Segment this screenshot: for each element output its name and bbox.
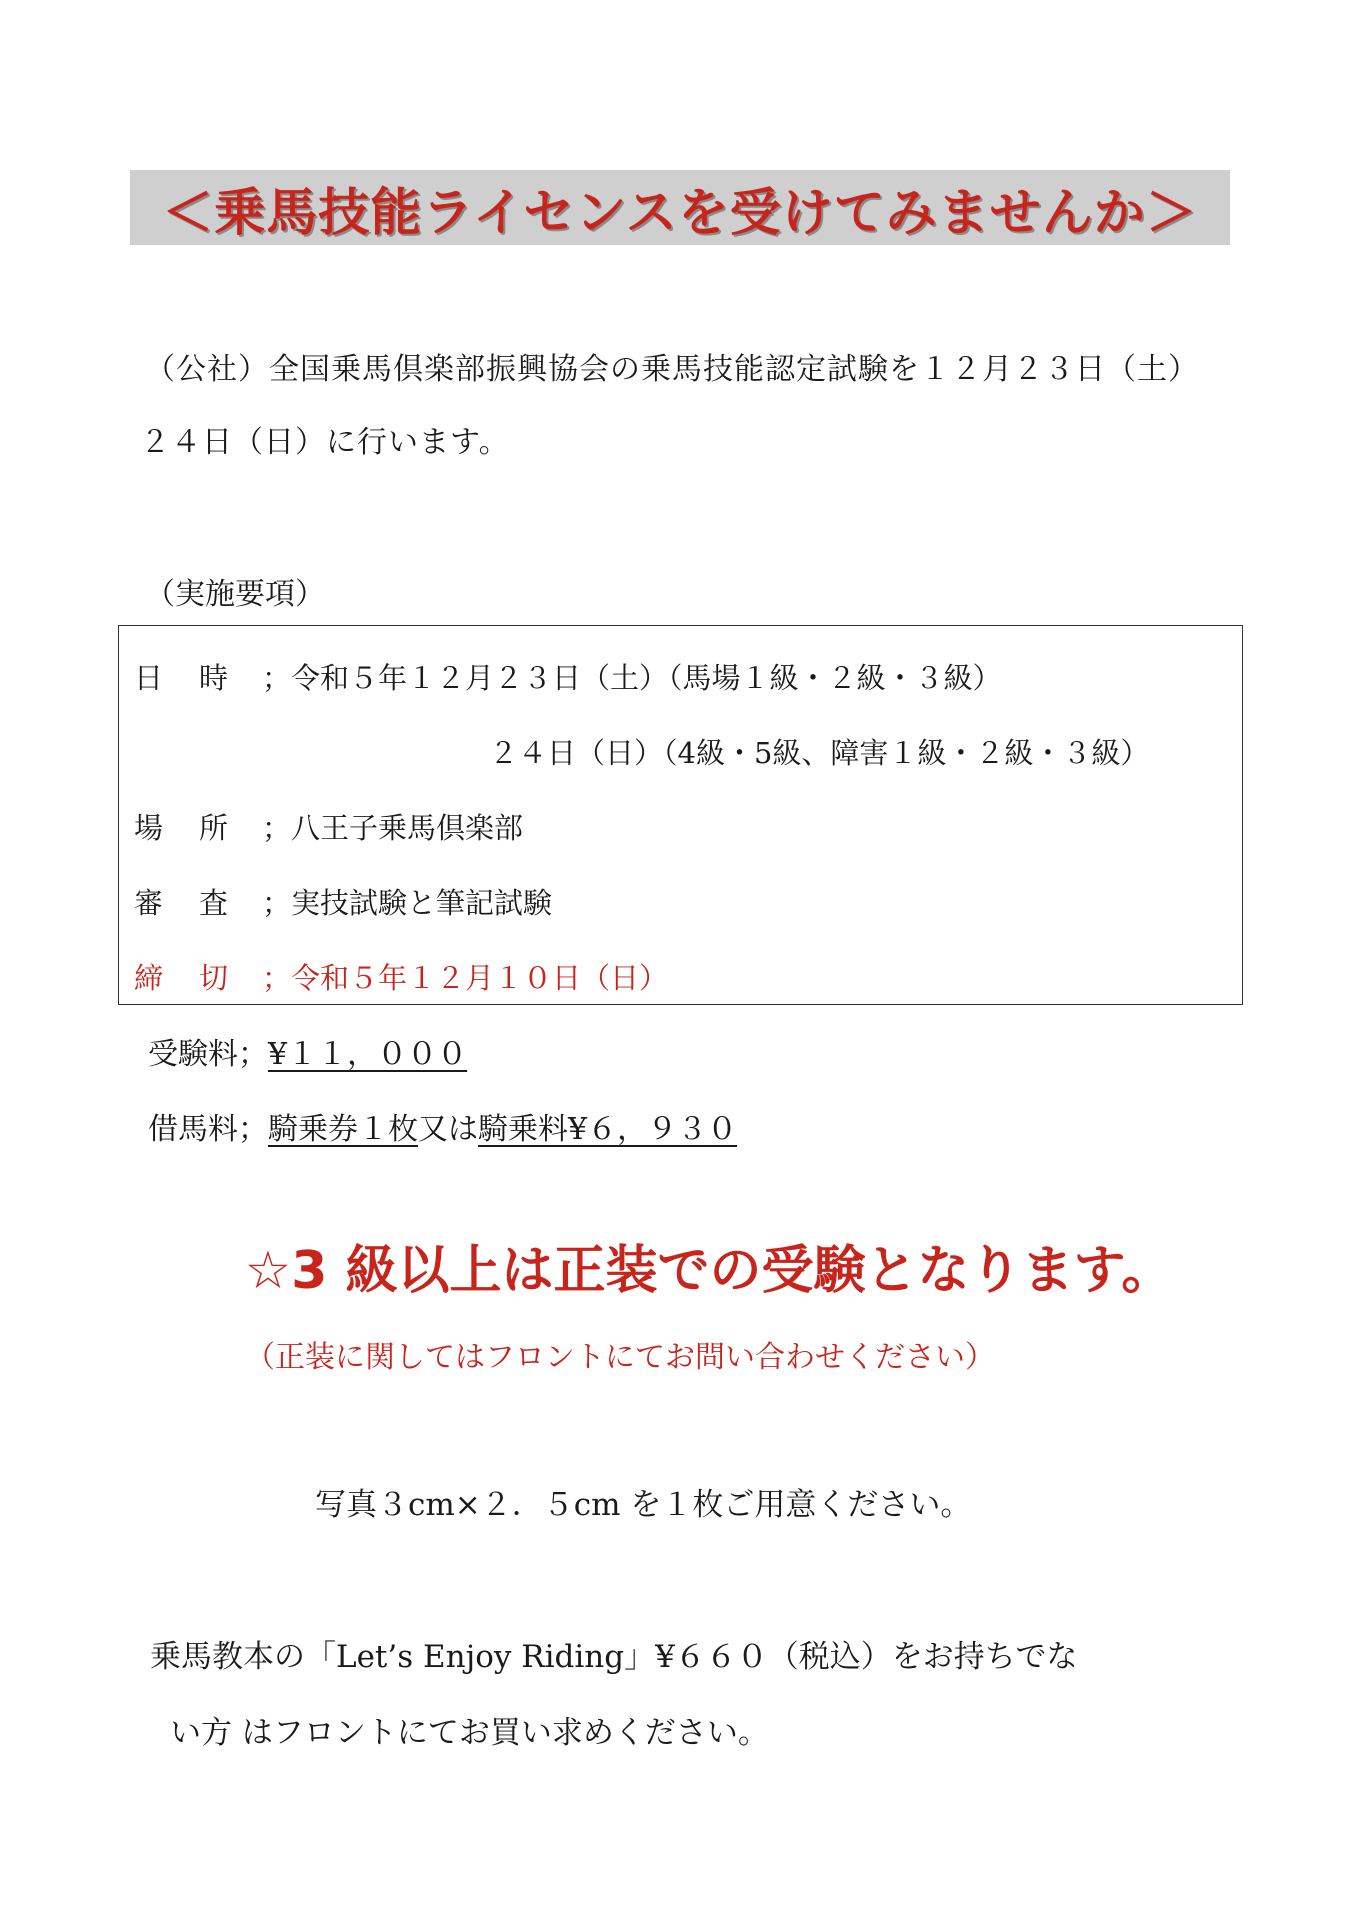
detail-value-review: ；実技試験と筆記試験 <box>262 886 553 920</box>
horse-fee-label: 借馬料； <box>148 1112 268 1147</box>
horse-fee-price: 騎乗料¥６，９３０ <box>478 1112 738 1147</box>
exam-fee-line <box>148 1037 468 1072</box>
detail-value-place: ；八王子乗馬倶楽部 <box>262 811 524 845</box>
textbook-line-1: 乗馬教本の「Let’s Enjoy Riding」¥６６０（税込）をお持ちでな <box>150 1639 1078 1675</box>
textbook-line-2: い方 はフロントにてお買い求めください。 <box>170 1715 769 1751</box>
exam-fee-label: 受験料； <box>148 1037 268 1072</box>
detail-label-char: 切 <box>199 961 229 995</box>
detail-label-char: 時 <box>199 661 229 695</box>
detail-row-review <box>134 886 553 920</box>
photo-requirement: 写真３cm×２．５cm を１枚ご用意ください。 <box>315 1487 972 1523</box>
detail-row-datetime-2 <box>489 736 1150 770</box>
intro-line-1: （公社）全国乗馬倶楽部振興協会の乗馬技能認定試験を１２月２３日（土） <box>145 352 1199 387</box>
details-box <box>118 625 1243 1005</box>
detail-row-place <box>134 811 524 845</box>
detail-label-deadline <box>134 961 262 995</box>
title-banner <box>130 170 1230 245</box>
dress-code-subnote: （正装に関してはフロントにてお問い合わせください） <box>245 1340 995 1375</box>
horse-fee-connector: 又は <box>418 1112 478 1147</box>
detail-label-char: 所 <box>199 811 229 845</box>
detail-label-place <box>134 811 262 845</box>
detail-value-deadline: ；令和５年１２月１０日（日） <box>262 961 669 995</box>
detail-row-datetime <box>134 661 1002 695</box>
horse-fee-ticket: 騎乗券１枚 <box>268 1112 418 1147</box>
detail-label-char: 場 <box>134 811 164 845</box>
detail-value-datetime-2: ２４日（日）（4級・5級、障害１級・２級・３級） <box>489 736 1150 770</box>
detail-label-review <box>134 886 262 920</box>
detail-label-datetime <box>134 661 262 695</box>
detail-label-char: 査 <box>199 886 229 920</box>
page-title: ＜乗馬技能ライセンスを受けてみませんか＞ <box>162 183 1198 243</box>
detail-label-char: 締 <box>134 961 164 995</box>
detail-label-char: 審 <box>134 886 164 920</box>
exam-fee-value: ¥１１，０００ <box>268 1037 468 1072</box>
section-label: （実施要項） <box>145 577 325 612</box>
detail-value-datetime-1: ；令和５年１２月２３日（土）（馬場１級・２級・３級） <box>262 661 1002 695</box>
horse-fee-line <box>148 1112 738 1147</box>
detail-row-deadline <box>134 961 669 995</box>
detail-label-char: 日 <box>134 661 164 695</box>
dress-code-notice: ☆3 級以上は正装での受験となります。 <box>244 1241 1174 1301</box>
intro-line-2: ２４日（日）に行います。 <box>140 425 510 460</box>
